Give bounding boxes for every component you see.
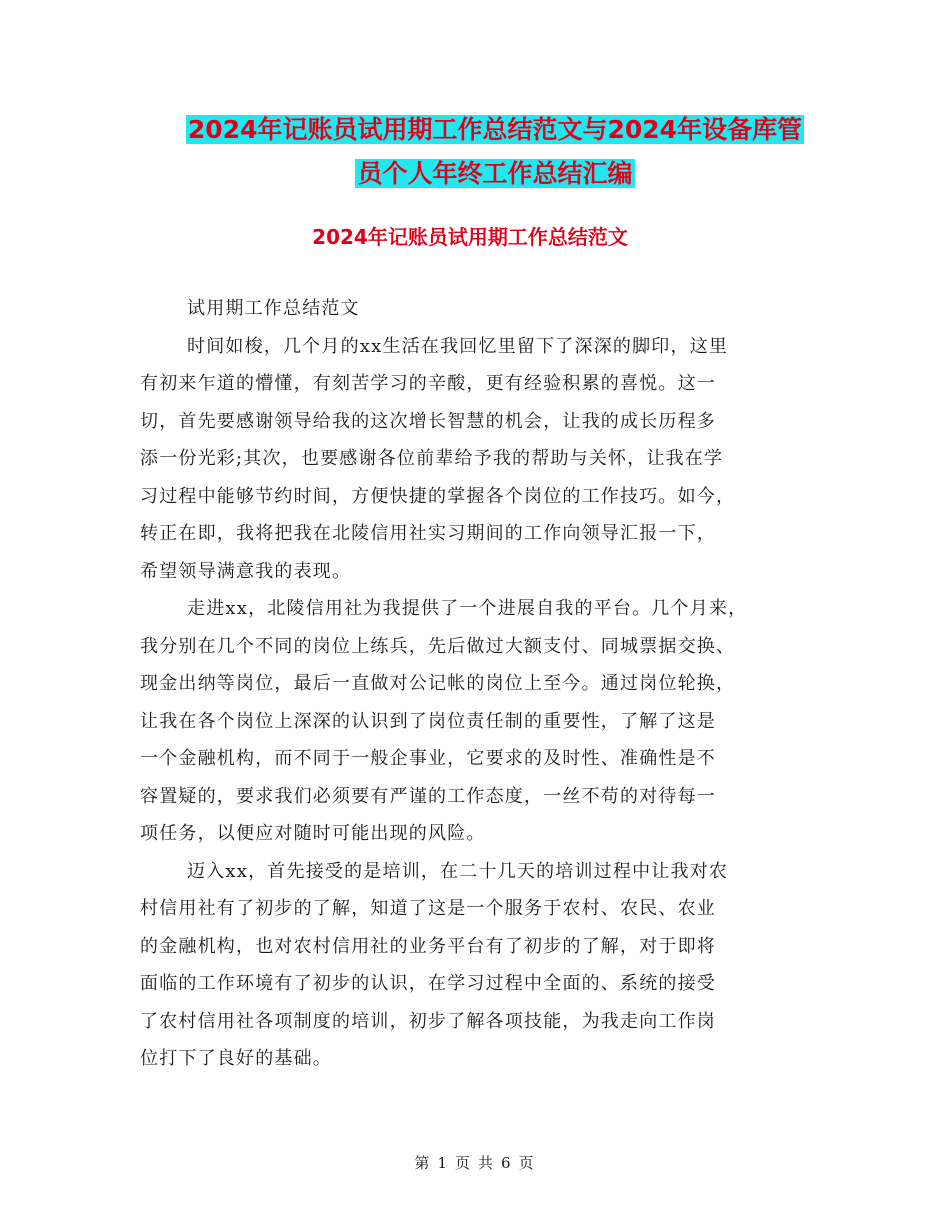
paragraph-2-line-5: 一个金融机构，而不同于一般企事业，它要求的及时性、准确性是不: [140, 748, 716, 769]
paragraph-heading: 试用期工作总结范文: [187, 298, 360, 319]
footer-total-pages: 6: [501, 1154, 513, 1172]
paragraph-1-line-6: 转正在即，我将把我在北陵信用社实习期间的工作向领导汇报一下，: [140, 523, 716, 544]
footer-total-word: 共: [478, 1154, 496, 1172]
body-text: [140, 290, 810, 1078]
paragraph-2-line-4: 让我在各个岗位上深深的认识到了岗位责任制的重要性，了解了这是: [140, 710, 716, 732]
footer-suffix: 页: [518, 1154, 536, 1172]
paragraph-1-line-4: 添一份光彩;其次，也要感谢各位前辈给予我的帮助与关怀，让我在学: [140, 448, 724, 469]
main-title-highlight-2: 员个人年终工作总结汇编: [357, 159, 633, 188]
paragraph-1-line-5: 习过程中能够节约时间，方便快捷的掌握各个岗位的工作技巧。如今，: [140, 485, 736, 507]
paragraph-2-line-3: 现金出纳等岗位，最后一直做对公记帐的岗位上至今。通过岗位轮换，: [140, 673, 736, 694]
paragraph-3-line-1: 迈入xx，首先接受的是培训，在二十几天的培训过程中让我对农: [187, 860, 729, 882]
paragraph-1-line-7: 希望领导满意我的表现。: [140, 560, 352, 582]
paragraph-3-line-6: 位打下了良好的基础。: [140, 1048, 332, 1069]
section-title: 2024年记账员试用期工作总结范文: [312, 225, 628, 249]
paragraph-1-line-3: 切，首先要感谢领导给我的这次增长智慧的机会，让我的成长历程多: [140, 410, 716, 432]
paragraph-1-line-1: 时间如梭，几个月的xx生活在我回忆里留下了深深的脚印，这里: [187, 335, 729, 357]
paragraph-2-line-1: 走进xx，北陵信用社为我提供了一个进展自我的平台。几个月来，: [187, 598, 748, 619]
paragraph-3-line-5: 了农村信用社各项制度的培训，初步了解各项技能，为我走向工作岗: [140, 1010, 716, 1032]
main-title-line-2: [140, 152, 850, 196]
footer-page-word: 页: [454, 1154, 472, 1172]
main-title-line-1: [140, 108, 850, 152]
paragraph-3-line-3: 的金融机构，也对农村信用社的业务平台有了初步的了解，对于即将: [140, 935, 716, 957]
main-title-highlight-1: 2024年记账员试用期工作总结范文与2024年设备库管: [187, 115, 803, 144]
paragraph-2-line-6: 容置疑的，要求我们必须要有严谨的工作态度，一丝不苟的对待每一: [140, 785, 716, 807]
paragraph-3-line-2: 村信用社有了初步的了解，知道了这是一个服务于农村、农民、农业: [140, 898, 716, 919]
paragraph-2-line-2: 我分别在几个不同的岗位上练兵，先后做过大额支付、同城票据交换、: [140, 635, 736, 657]
paragraph-1-line-2: 有初来乍道的懵懂，有刻苦学习的辛酸，更有经验积累的喜悦。这一: [140, 373, 716, 394]
footer-prefix: 第: [414, 1154, 432, 1172]
paragraph-2-line-7: 项任务，以便应对随时可能出现的风险。: [140, 823, 486, 844]
footer-page-number: 1: [437, 1154, 449, 1172]
paragraph-3-line-4: 面临的工作环境有了初步的认识，在学习过程中全面的、系统的接受: [140, 973, 716, 994]
page-footer: [0, 1152, 950, 1173]
